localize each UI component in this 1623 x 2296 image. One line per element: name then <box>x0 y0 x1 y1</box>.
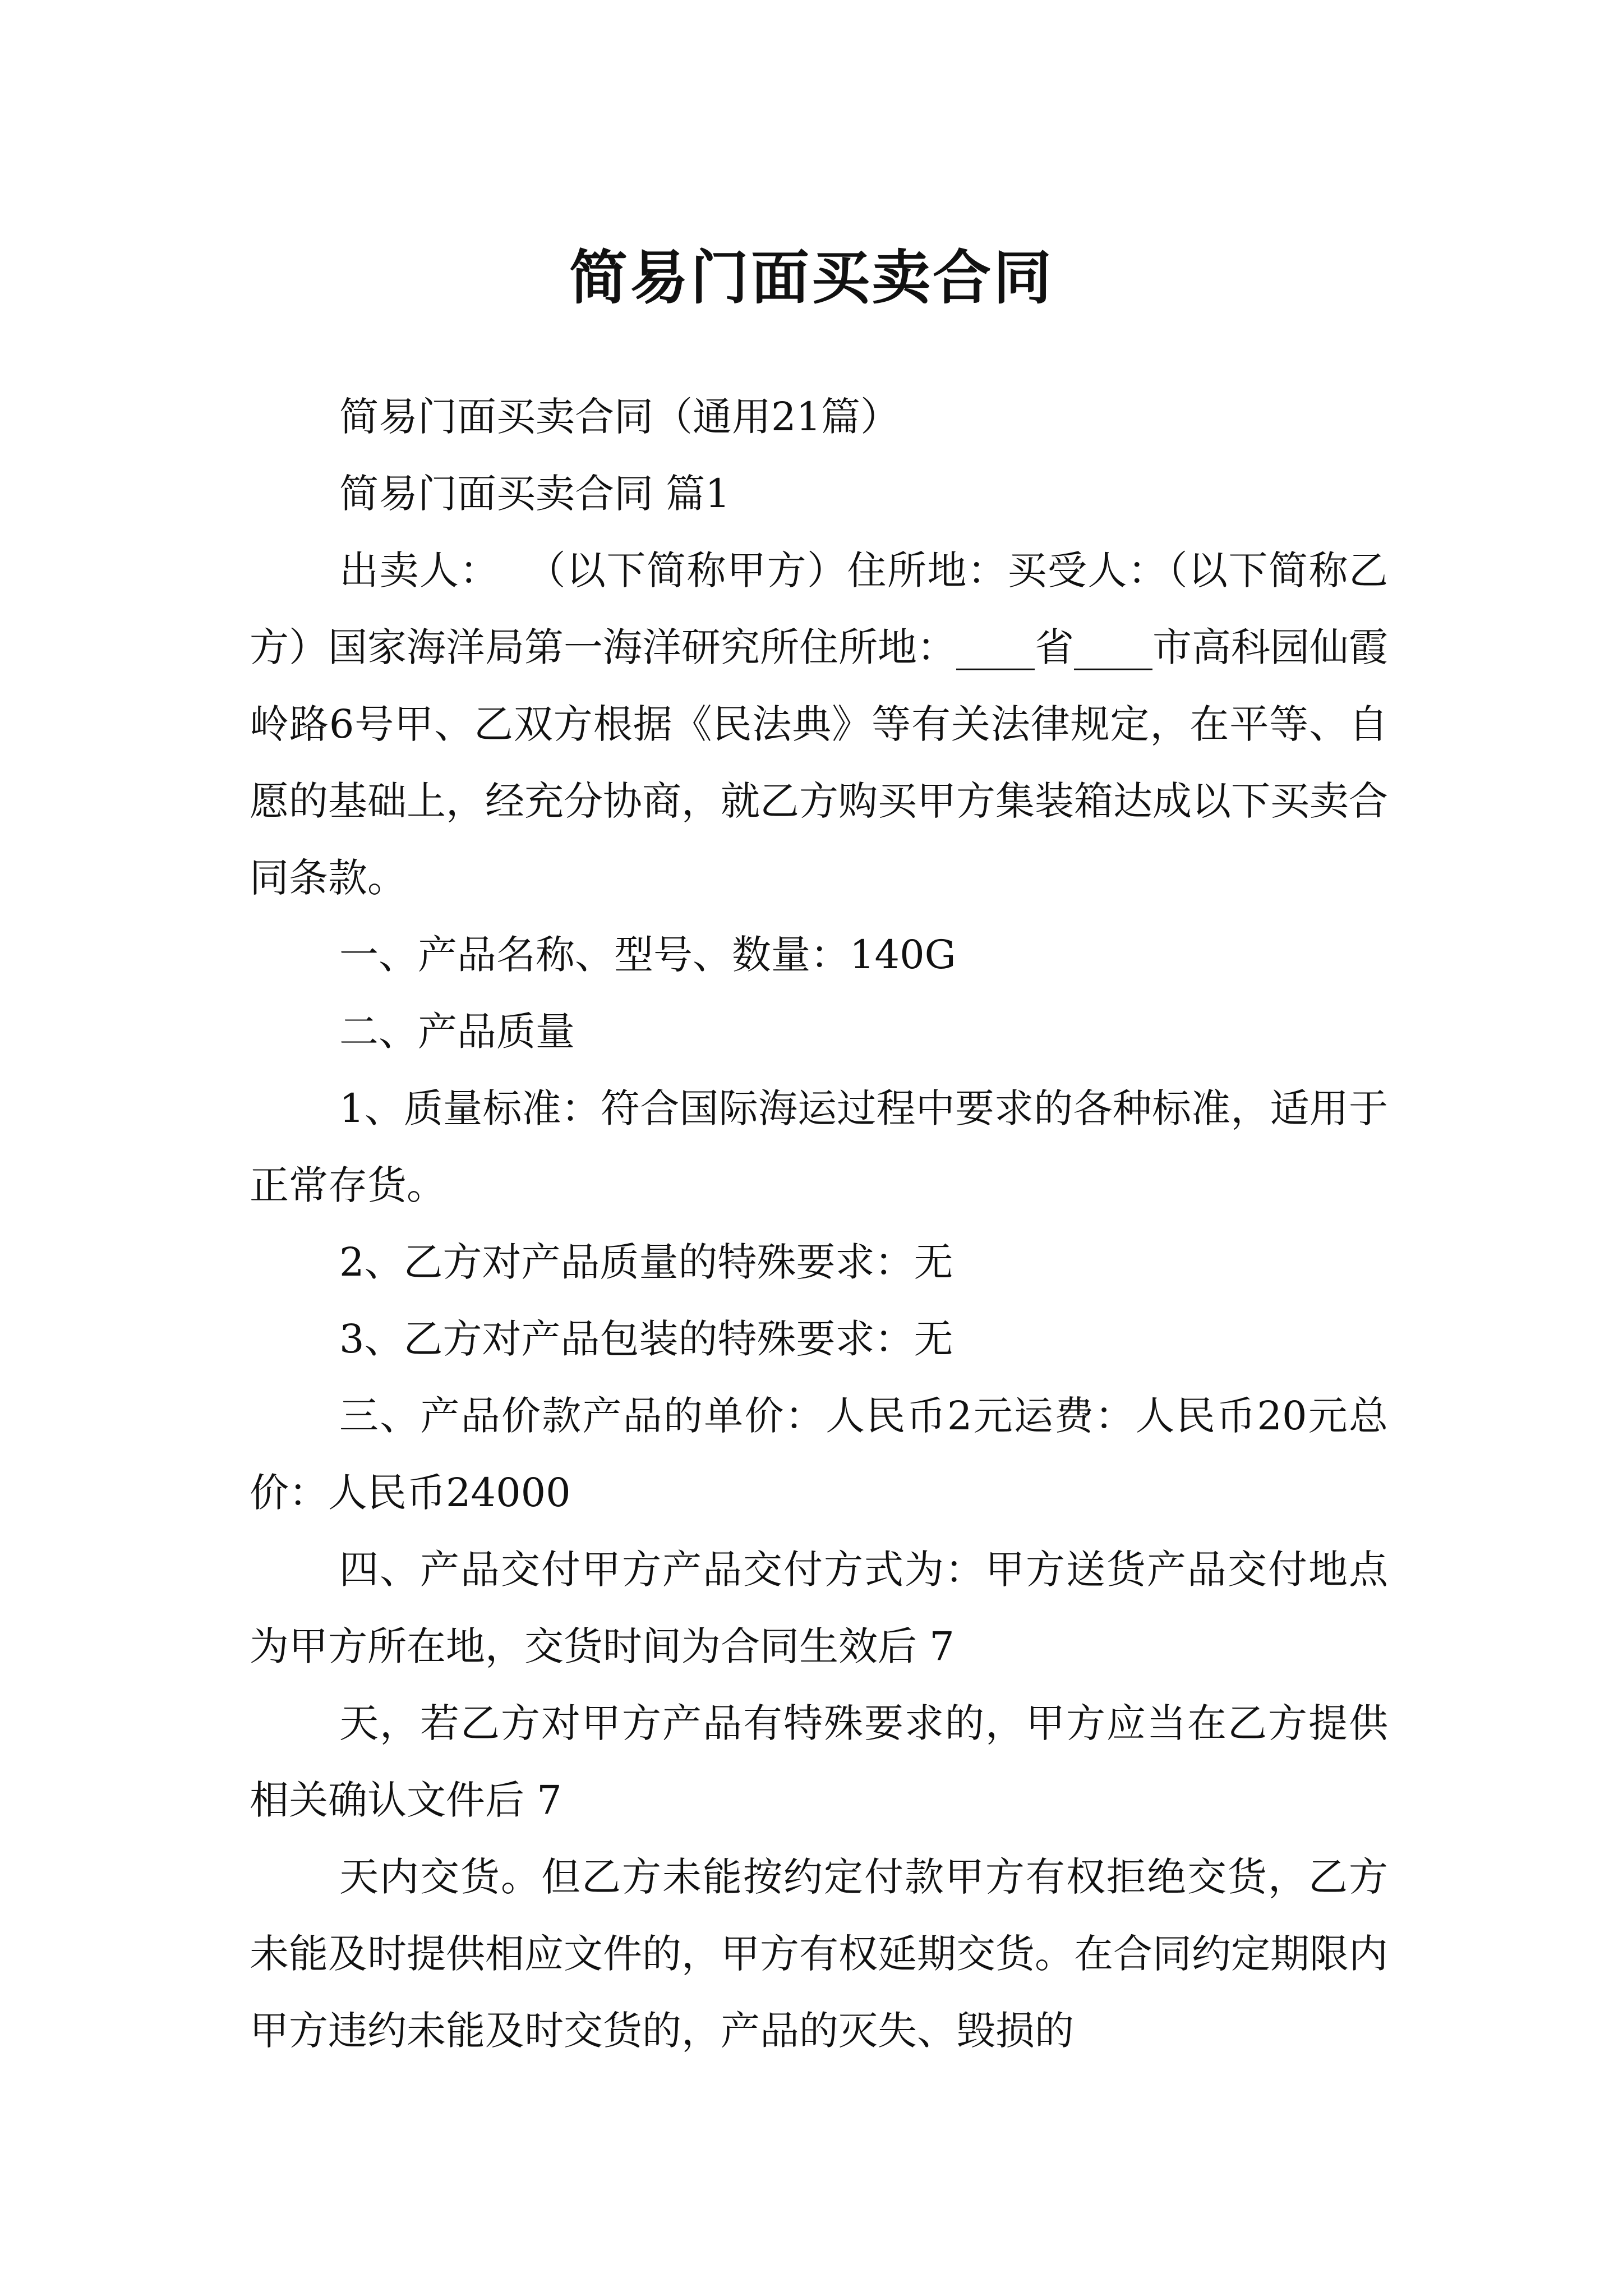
paragraph-clause-4: 四、产品交付甲方产品交付方式为：甲方送货产品交付地点为甲方所在地，交货时间为合同生效后 7 <box>250 1547 1388 1669</box>
document-body <box>250 379 1388 2069</box>
paragraph-clause-2: 二、产品质量 <box>339 1009 575 1055</box>
paragraph-parties: 出卖人： （以下简称甲方）住所地：买受人：（以下简称乙方）国家海洋局第一海洋研究所住所地：____省____市高科园仙霞岭路6号甲、乙双方根据《民法典》等有关法律规定，在平等、自愿的基础上，经充分协商，就乙方购买甲方集装箱达成以下买卖合同条款。 <box>250 547 1388 901</box>
paragraph-clause-3: 三、产品价款产品的单价：人民币2元运费：人民币20元总价：人民币24000 <box>250 1393 1388 1516</box>
document-title: 简易门面买卖合同 <box>569 243 1054 312</box>
paragraph-section-heading: 简易门面买卖合同 篇1 <box>339 471 730 517</box>
paragraph-clause-2-2: 2、乙方对产品质量的特殊要求：无 <box>339 1239 953 1285</box>
paragraph-clause-4-cont-2: 天内交货。但乙方未能按约定付款甲方有权拒绝交货，乙方未能及时提供相应文件的，甲方有权延期交货。在合同约定期限内甲方违约未能及时交货的，产品的灭失、毁损的 <box>250 1854 1388 2054</box>
paragraph-clause-2-1: 1、质量标准：符合国际海运过程中要求的各种标准，适用于正常存货。 <box>250 1085 1388 1208</box>
paragraph-clause-2-3: 3、乙方对产品包装的特殊要求：无 <box>339 1316 953 1362</box>
paragraph-clause-1: 一、产品名称、型号、数量：140G <box>339 932 956 978</box>
paragraph-subtitle: 简易门面买卖合同（通用21篇） <box>339 394 900 440</box>
paragraph-clause-4-cont-1: 天，若乙方对甲方产品有特殊要求的，甲方应当在乙方提供相关确认文件后 7 <box>250 1700 1388 1823</box>
